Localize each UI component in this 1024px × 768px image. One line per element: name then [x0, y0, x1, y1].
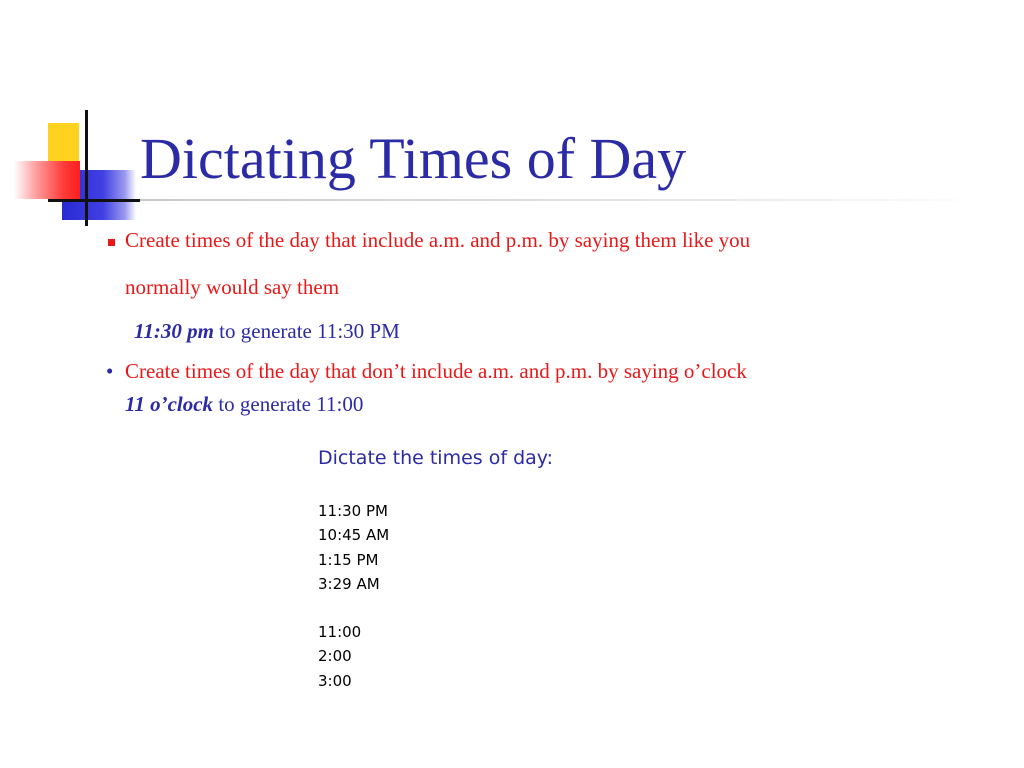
bullet-ampm-line2: normally would say them: [125, 275, 340, 299]
times-oclock-list: [318, 620, 553, 693]
list-item: 2:00: [318, 647, 352, 666]
times-ampm-list: [318, 499, 553, 596]
example-spoken-oclock: 11 o’clock: [125, 392, 214, 416]
decorative-vertical-line: [85, 110, 88, 226]
dictation-heading: Dictate the times of day:: [318, 447, 554, 469]
dot-bullet-icon: •: [106, 359, 114, 383]
list-item: 11:00: [318, 623, 362, 642]
example-spoken-ampm: 11:30 pm: [134, 319, 214, 343]
list-item: 3:00: [318, 671, 352, 690]
bullet-ampm-example: [134, 319, 400, 344]
slide-title: Dictating Times of Day: [140, 126, 687, 191]
bullet-ampm-line1: Create times of the day that include a.m. and p.m. by saying them like you: [125, 228, 751, 252]
bullet-oclock-line1: Create times of the day that don’t include a.m. and p.m. by saying o’clock: [125, 359, 747, 383]
list-item: 11:30 PM: [318, 502, 388, 520]
example-result-oclock: to generate 11:00: [213, 392, 364, 416]
square-bullet-icon: [108, 239, 115, 246]
list-item: 1:15 PM: [318, 550, 379, 569]
example-result-ampm: to generate 11:30 PM: [213, 319, 400, 343]
decorative-horizontal-line: [48, 199, 140, 202]
list-item: 3:29 AM: [318, 574, 380, 593]
dictation-block: [318, 446, 553, 693]
bullet-oclock-example: [125, 392, 363, 417]
title-underline: [140, 199, 980, 201]
decorative-red-bar: [14, 161, 80, 199]
list-item: 10:45 AM: [318, 526, 390, 545]
